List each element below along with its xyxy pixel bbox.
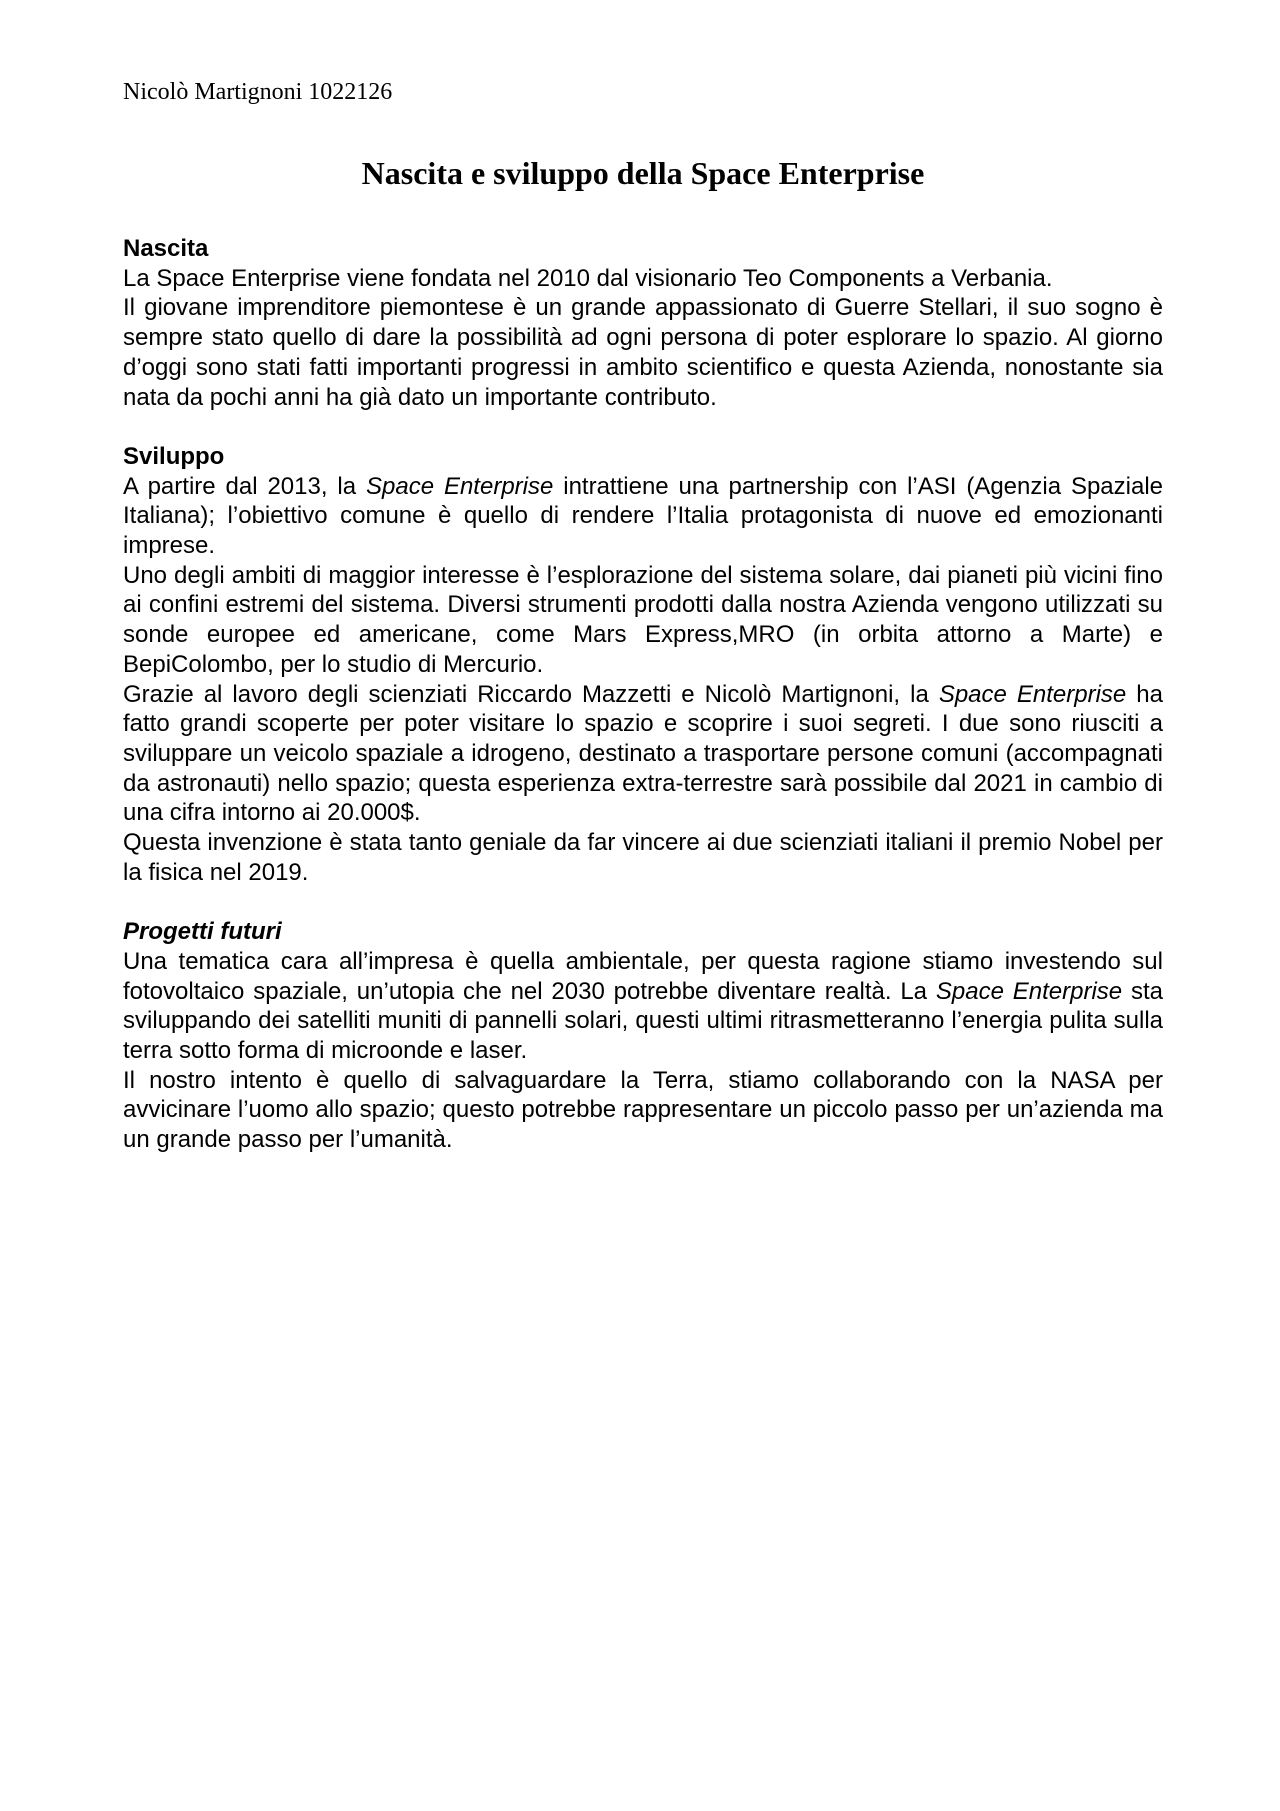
section-heading-sviluppo: Sviluppo xyxy=(123,442,225,470)
paragraph-text: Una tematica cara all’impresa è quella ambientale, per questa ragione stiamo investendo sul fotovoltaico spaziale, un’utopia che nel 2030 potrebbe diventare realtà. La xyxy=(123,947,1163,1005)
paragraph-text: sta sviluppando dei satelliti muniti di pannelli solari, questi ultimi ritrasmetteranno l’energia pulita sulla terra sotto forma di microonde e laser. xyxy=(123,977,1164,1064)
document-body xyxy=(123,234,1163,1184)
paragraph-text: intrattiene una partnership con l’ASI (Agenzia Spaziale Italiana); l’obiettivo comune è quello di rendere l’Italia protagonista di nuove ed emozionanti imprese. xyxy=(123,472,1163,560)
paragraph: La Space Enterprise viene fondata nel 2010 dal visionario Teo Components a Verbania. xyxy=(123,264,1053,292)
section-progetti-futuri xyxy=(123,917,1163,1155)
paragraph: Il giovane imprenditore piemontese è un grande appassionato di Guerre Stellari, il suo sogno è sempre stato quello di dare la possibilità ad ogni persona di poter esplorare lo spazio. Al giorno d’oggi sono stati fatti importanti progressi in ambito scientifico e questa Azienda, nonostante sia nata da pochi anni ha già dato un importante contributo. xyxy=(123,294,1163,411)
section-heading-progetti-futuri: Progetti futuri xyxy=(123,918,282,946)
paragraph-text: ha fatto grandi scoperte per poter visitare lo spazio e scoprire i suoi segreti. I due sono riusciti a sviluppare un veicolo spaziale a idrogeno, destinato a trasportare persone comuni (accompagnati da astronauti) nello spazio; questa esperienza extra-terrestre sarà possibile dal 2021 in cambio di una cifra intorno ai 20.000$. xyxy=(123,680,1163,827)
section-nascita xyxy=(123,234,1163,412)
paragraph: Uno degli ambiti di maggior interesse è l’esplorazione del sistema solare, dai pianeti più vicini fino ai confini estremi del sistema. Diversi strumenti prodotti dalla nostra Azienda vengono utilizzati su sonde europee ed americane, come Mars Express,MRO (in orbita attorno a Marte) e BepiColombo, per lo studio di Mercurio. xyxy=(123,561,1163,678)
paragraph-text: Grazie al lavoro degli scienziati Riccardo Mazzetti e Nicolò Martignoni, la xyxy=(123,680,939,708)
company-name-emphasis: Space Enterprise xyxy=(938,680,1127,708)
paragraph: Questa invenzione è stata tanto geniale da far vincere ai due scienziati italiani il premio Nobel per la fisica nel 2019. xyxy=(123,829,1163,886)
paragraph-text: A partire dal 2013, la xyxy=(123,472,366,500)
company-name-emphasis: Space Enterprise xyxy=(366,472,554,500)
section-heading-nascita: Nascita xyxy=(123,235,209,262)
section-sviluppo xyxy=(123,442,1163,888)
paragraph xyxy=(123,680,1163,829)
company-name-emphasis: Space Enterprise xyxy=(935,977,1123,1005)
paragraph xyxy=(123,947,1163,1066)
author-line: Nicolò Martignoni 1022126 xyxy=(123,79,393,105)
paragraph xyxy=(123,472,1163,561)
paragraph: Il nostro intento è quello di salvaguardare la Terra, stiamo collaborando con la NASA per avvicinare l’uomo allo spazio; questo potrebbe rappresentare un piccolo passo per un’azienda ma un grande passo per l’umanità. xyxy=(123,1066,1163,1154)
page-title: Nascita e sviluppo della Space Enterprise xyxy=(361,155,925,191)
